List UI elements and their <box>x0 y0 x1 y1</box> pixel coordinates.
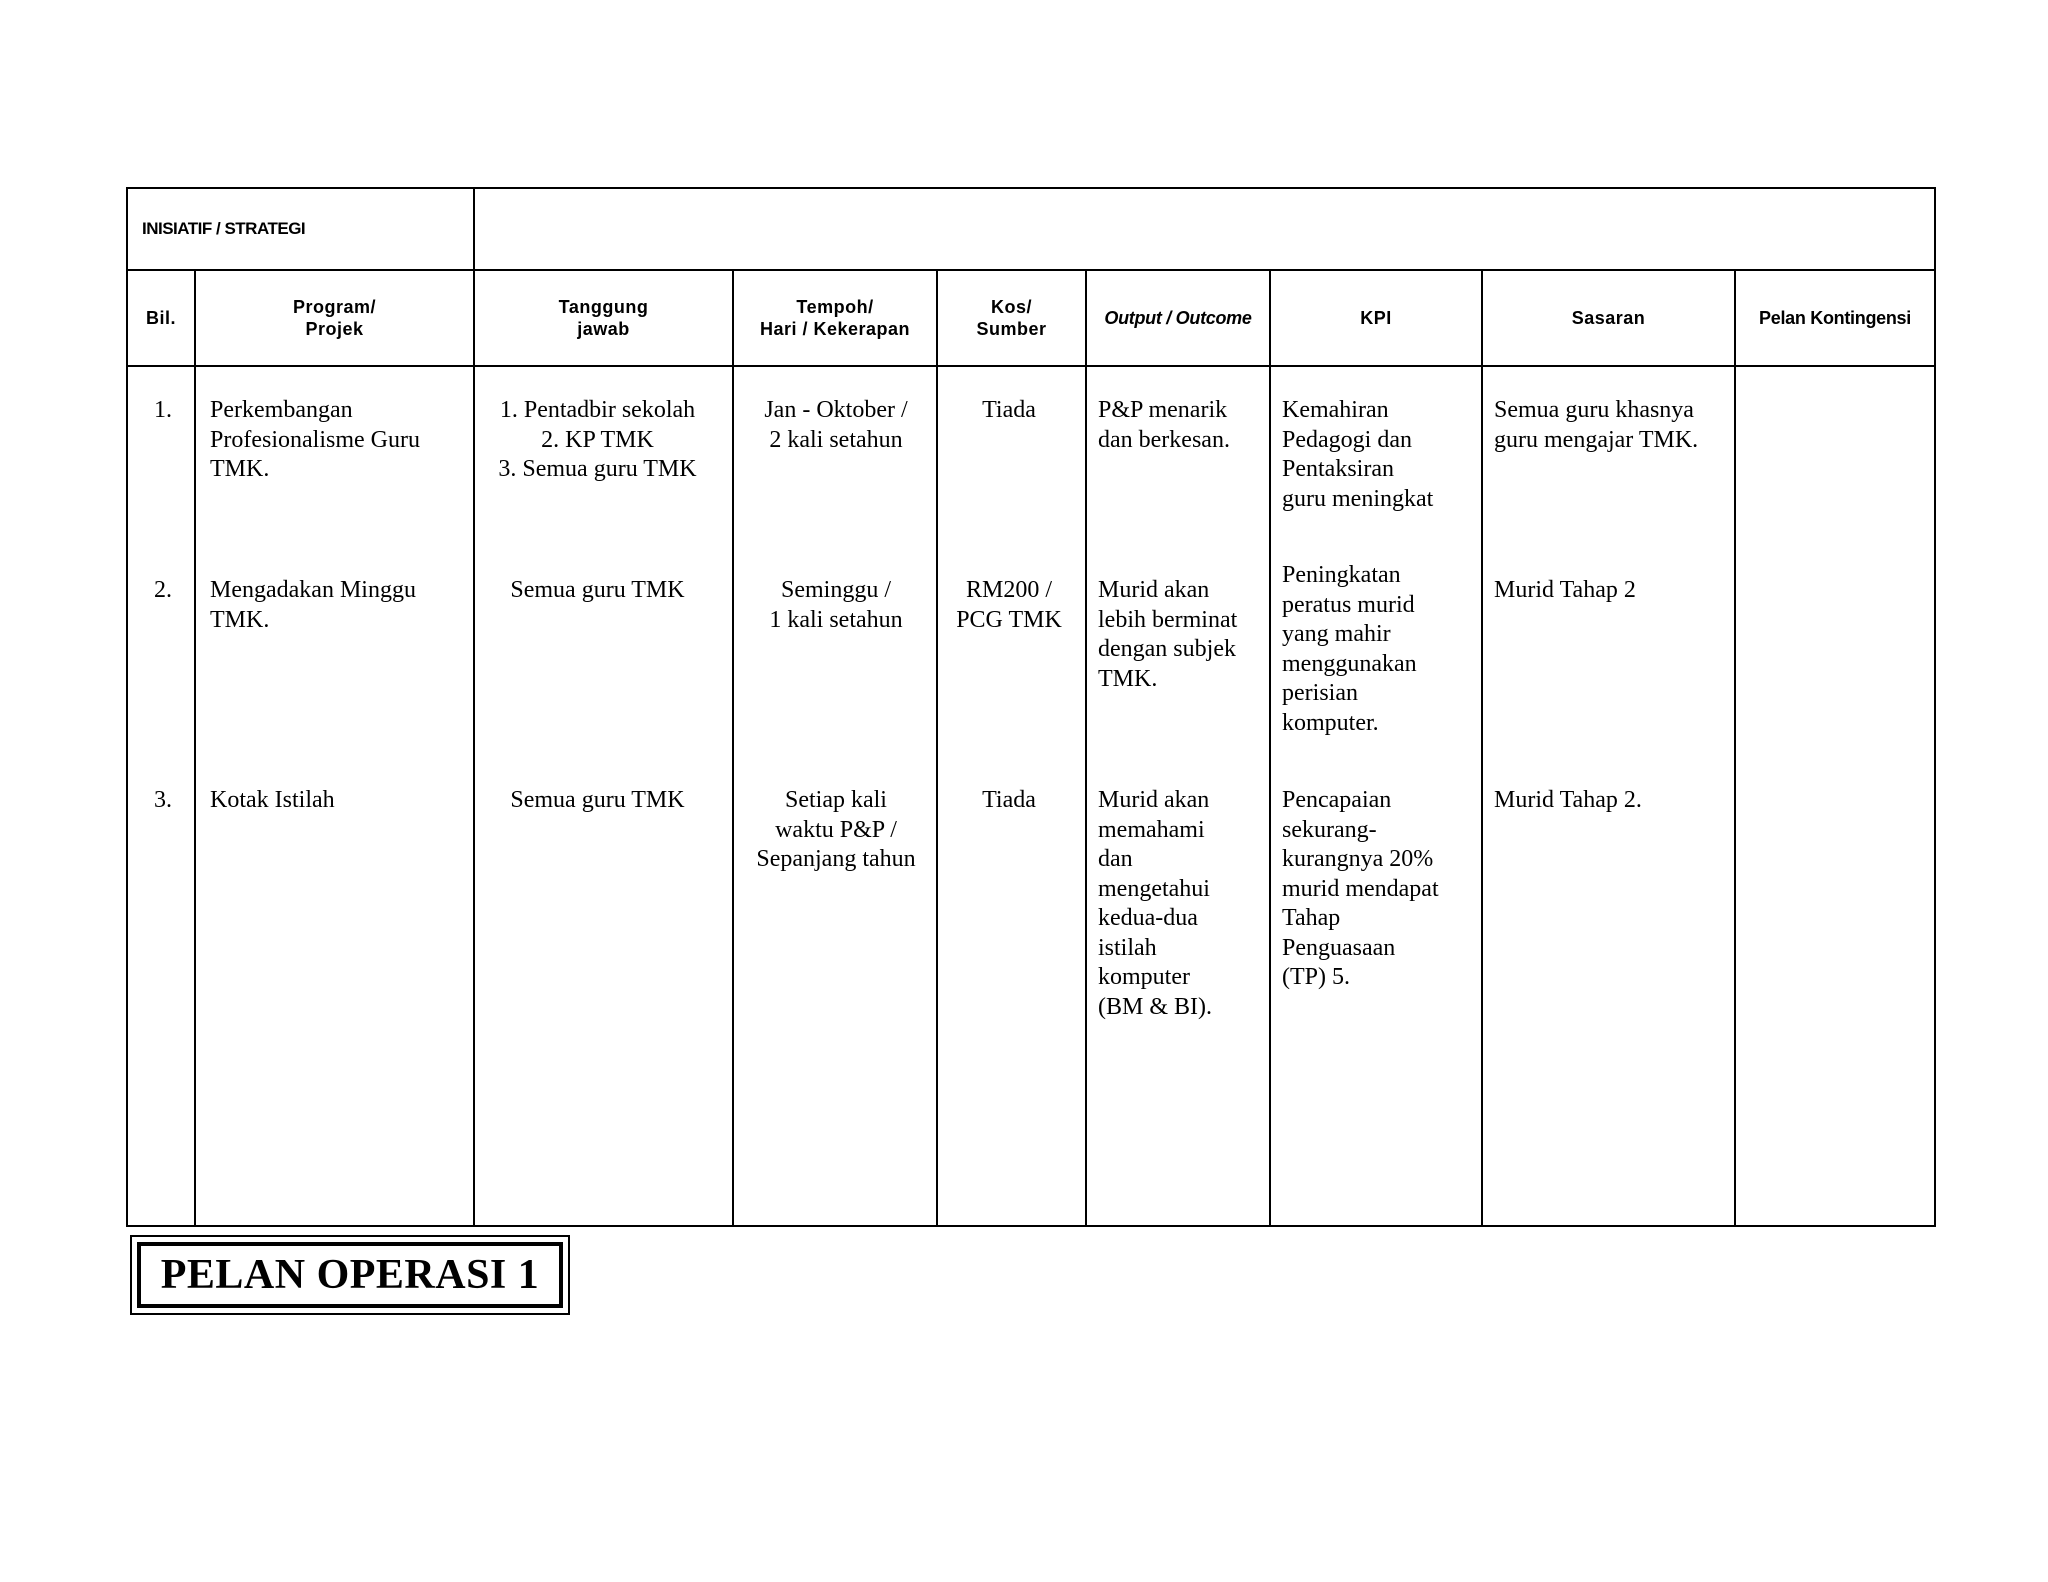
cell-line: guru mengajar TMK. <box>1494 426 1699 453</box>
cell-line: TMK. <box>210 606 270 633</box>
operation-plan-table <box>126 187 1936 1227</box>
cell-kos <box>940 576 1078 635</box>
cell-line: Tiada <box>982 397 1036 423</box>
cell-line: TMK. <box>1098 665 1158 692</box>
cell-program <box>210 396 460 485</box>
cell-line: Profesionalisme Guru <box>210 426 420 453</box>
cell-line: Kotak Istilah <box>210 787 335 813</box>
cell-kos <box>940 396 1078 426</box>
cell-line: Tiada <box>982 787 1036 813</box>
cell-tempoh <box>738 576 934 635</box>
cell-line: 1. <box>154 397 172 423</box>
cell-line: Kemahiran <box>1282 397 1389 423</box>
header-bil: Bil. <box>127 270 195 366</box>
cell-line: murid mendapat <box>1282 875 1439 902</box>
cell-tanggungjawab <box>480 576 715 606</box>
cell-line: 1 kali setahun <box>769 606 903 633</box>
cell-line: yang mahir <box>1282 621 1391 647</box>
cell-line: perisian <box>1282 680 1358 706</box>
cell-line: lebih berminat <box>1098 606 1238 633</box>
cell-tanggungjawab <box>480 396 715 485</box>
cell-line: dan <box>1098 846 1133 872</box>
cell-line: Semua guru khasnya <box>1494 397 1694 423</box>
cell-line: 2 kali setahun <box>769 426 903 453</box>
cell-line: 3. <box>154 787 172 813</box>
header-program: Program/ Projek <box>195 270 474 366</box>
cell-line: Perkembangan <box>210 397 353 423</box>
cell-sasaran <box>1494 576 1734 606</box>
initiative-row <box>127 188 1935 270</box>
cell-bil <box>150 786 176 816</box>
cell-output <box>1098 576 1268 694</box>
cell-line: 3. Semua guru TMK <box>498 456 697 482</box>
cell-output <box>1098 786 1268 1022</box>
cell-line: Sepanjang tahun <box>756 846 916 872</box>
cell-tempoh <box>738 396 934 455</box>
cell-line: Pentaksiran <box>1282 456 1394 482</box>
cell-line: P&P menarik <box>1098 397 1228 423</box>
cell-kpi <box>1282 561 1482 738</box>
header-tempoh: Tempoh/ Hari / Kekerapan <box>733 270 937 366</box>
cell-line: Pencapaian <box>1282 787 1392 813</box>
cell-line: (TP) 5. <box>1282 964 1350 990</box>
cell-line: dan berkesan. <box>1098 426 1230 453</box>
plan-title: PELAN OPERASI 1 <box>137 1242 563 1308</box>
header-kpi: KPI <box>1270 270 1482 366</box>
cell-line: komputer. <box>1282 709 1379 736</box>
cell-line: PCG TMK <box>956 606 1062 633</box>
cell-line: Murid akan <box>1098 787 1210 813</box>
cell-line: waktu P&P / <box>775 816 897 843</box>
cell-tanggungjawab <box>480 786 715 816</box>
header-tanggungjawab: Tanggung jawab <box>474 270 733 366</box>
header-row <box>127 270 1935 366</box>
cell-line: sekurang- <box>1282 816 1377 843</box>
cell-line: RM200 / <box>965 577 1052 603</box>
cell-line: kedua-dua <box>1098 905 1198 931</box>
cell-line: (BM & BI). <box>1098 993 1212 1020</box>
cell-sasaran <box>1494 396 1734 455</box>
cell-line: 1. Pentadbir sekolah <box>499 397 696 423</box>
cell-line: Tahap <box>1282 905 1341 931</box>
cell-line: mengetahui <box>1098 875 1210 902</box>
cell-line: Peningkatan <box>1282 562 1401 588</box>
cell-line: Jan - Oktober / <box>764 397 908 423</box>
plan-title-box <box>130 1235 570 1315</box>
col-pelan <box>1735 366 1935 1226</box>
header-sasaran: Sasaran <box>1482 270 1735 366</box>
cell-line: Setiap kali <box>785 787 887 813</box>
cell-line: Murid Tahap 2. <box>1494 787 1642 813</box>
cell-output <box>1098 396 1268 455</box>
cell-bil <box>150 396 176 426</box>
cell-line: Semua guru TMK <box>510 787 685 813</box>
cell-line: Seminggu / <box>780 577 891 603</box>
cell-program <box>210 786 460 816</box>
cell-bil <box>150 576 176 606</box>
initiative-label: INISIATIF / STRATEGI <box>127 188 474 270</box>
cell-line: komputer <box>1098 964 1190 990</box>
header-pelan: Pelan Kontingensi <box>1735 270 1935 366</box>
cell-line: guru meningkat <box>1282 485 1434 512</box>
cell-line: 2. KP TMK <box>541 426 654 453</box>
cell-line: Pedagogi dan <box>1282 426 1412 453</box>
cell-line: dengan subjek <box>1098 636 1236 662</box>
cell-line: istilah <box>1098 934 1157 961</box>
cell-program <box>210 576 460 635</box>
cell-line: Penguasaan <box>1282 934 1396 961</box>
cell-line: Murid akan <box>1098 577 1210 603</box>
cell-line: TMK. <box>210 456 270 482</box>
cell-line: peratus murid <box>1282 591 1415 618</box>
cell-line: Murid Tahap 2 <box>1494 577 1636 603</box>
cell-line: 2. <box>154 577 172 603</box>
cell-line: kurangnya 20% <box>1282 846 1434 872</box>
cell-line: Mengadakan Minggu <box>210 577 416 603</box>
cell-kos <box>940 786 1078 816</box>
cell-kpi <box>1282 786 1482 993</box>
cell-line: menggunakan <box>1282 650 1417 677</box>
cell-sasaran <box>1494 786 1734 816</box>
cell-kpi <box>1282 396 1482 514</box>
header-output: Output / Outcome <box>1086 270 1270 366</box>
cell-line: Semua guru TMK <box>510 577 685 603</box>
header-kos: Kos/ Sumber <box>937 270 1086 366</box>
initiative-value <box>474 188 1935 270</box>
cell-line: memahami <box>1098 816 1205 843</box>
cell-tempoh <box>738 786 934 875</box>
